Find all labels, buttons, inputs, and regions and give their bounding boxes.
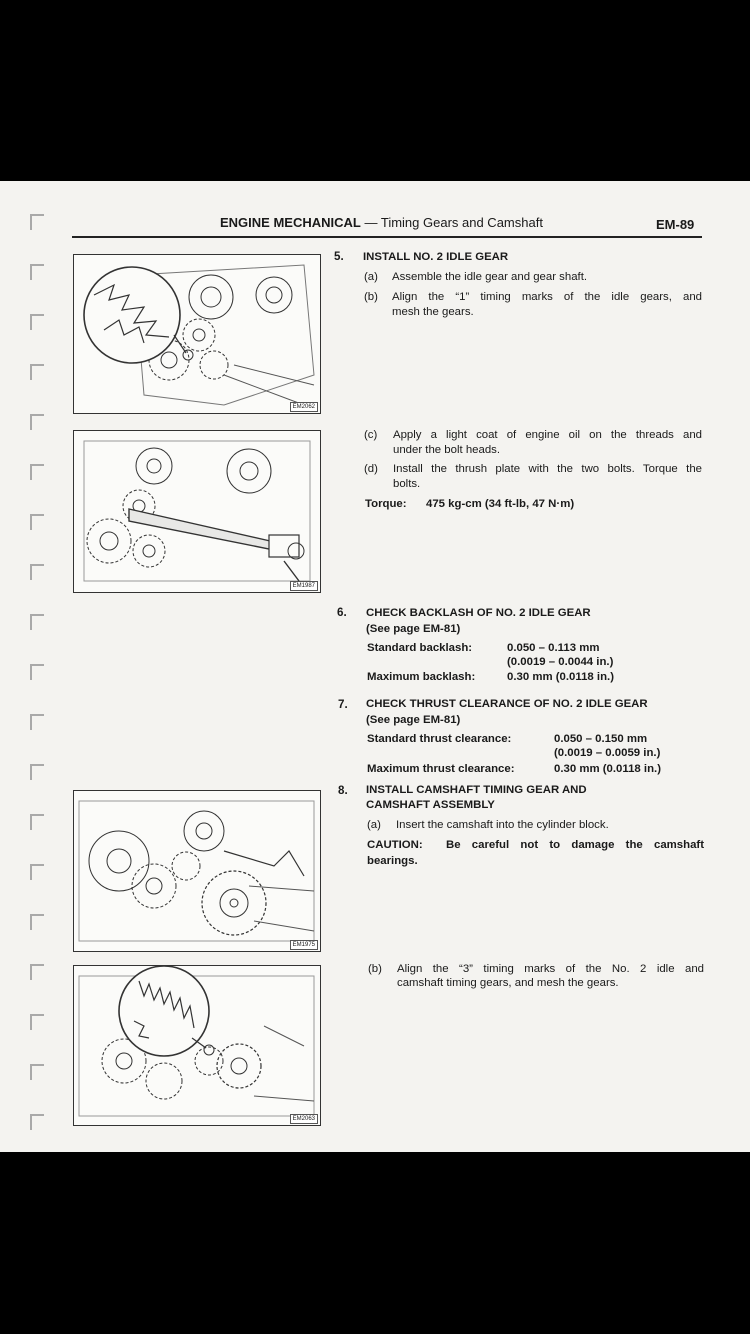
binder-mark — [30, 464, 44, 480]
figure-camshaft-insert — [73, 790, 321, 952]
timing-mark-icon — [74, 966, 320, 1125]
binder-mark — [30, 214, 44, 230]
step-6-ref: (See page EM-81) — [366, 623, 461, 635]
binder-mark — [30, 814, 44, 830]
binder-mark — [30, 1064, 44, 1080]
step-8a-label: (a) — [367, 819, 381, 831]
std-backlash-value: 0.050 – 0.113 mm — [507, 642, 600, 654]
step-5b-label: (b) — [364, 291, 378, 303]
step-7-ref: (See page EM-81) — [366, 714, 461, 726]
binder-mark — [30, 1114, 44, 1130]
step-5-number: 5. — [334, 250, 344, 263]
caution-text-cont: bearings. — [367, 855, 418, 867]
max-backlash-label: Maximum backlash: — [367, 671, 476, 683]
step-8b-text-cont: camshaft timing gears, and mesh the gears. — [397, 977, 619, 989]
std-thrust-value: 0.050 – 0.150 mm — [554, 733, 648, 745]
binder-mark — [30, 414, 44, 430]
section-title: ENGINE MECHANICAL — [220, 215, 361, 230]
torque-label: Torque: — [365, 498, 407, 510]
step-8-number: 8. — [338, 784, 348, 797]
figure-code: EM2063 — [290, 1114, 318, 1124]
std-backlash-value-in: (0.0019 – 0.0044 in.) — [507, 656, 614, 668]
section-subtitle: Timing Gears and Camshaft — [380, 215, 543, 230]
step-5-title: INSTALL NO. 2 IDLE GEAR — [363, 251, 509, 263]
step-6-title: CHECK BACKLASH OF NO. 2 IDLE GEAR — [366, 607, 591, 619]
gear-closeup-icon — [74, 255, 320, 413]
step-5c-text-cont: under the bolt heads. — [393, 444, 501, 456]
caution-label: CAUTION: — [367, 839, 423, 851]
binder-mark — [30, 714, 44, 730]
binder-mark — [30, 964, 44, 980]
max-backlash-value: 0.30 mm (0.0118 in.) — [507, 671, 615, 683]
binder-mark — [30, 764, 44, 780]
binder-mark — [30, 264, 44, 280]
caution-text: Be careful not to damage the camshaft — [446, 839, 704, 851]
torque-wrench-icon — [74, 431, 320, 592]
figure-code: EM1987 — [290, 581, 318, 591]
manual-page — [0, 181, 750, 1152]
binder-mark — [30, 664, 44, 680]
camshaft-install-icon — [74, 791, 320, 951]
binder-mark — [30, 364, 44, 380]
binder-mark — [30, 314, 44, 330]
step-6-number: 6. — [337, 606, 347, 619]
step-5a-label: (a) — [364, 271, 378, 283]
std-thrust-label: Standard thrust clearance: — [367, 733, 512, 745]
step-7-number: 7. — [338, 698, 348, 711]
binder-mark — [30, 564, 44, 580]
step-8b-text: Align the “3” timing marks of the No. 2 idle and — [397, 963, 704, 975]
binder-mark — [30, 514, 44, 530]
figure-code: EM2062 — [290, 402, 318, 412]
std-thrust-value-in: (0.0019 – 0.0059 in.) — [554, 747, 661, 759]
step-5a-text: Assemble the idle gear and gear shaft. — [392, 271, 588, 283]
figure-code: EM1975 — [290, 940, 318, 950]
step-8-title-cont: CAMSHAFT ASSEMBLY — [366, 799, 495, 811]
torque-value: 475 kg-cm (34 ft-lb, 47 N·m) — [426, 498, 575, 510]
header-dash: — — [364, 215, 378, 230]
binder-mark — [30, 914, 44, 930]
binder-mark — [30, 1014, 44, 1030]
step-5b-text: Align the “1” timing marks of the idle gears, and — [392, 291, 702, 303]
step-5d-text-cont: bolts. — [393, 478, 421, 490]
max-thrust-value: 0.30 mm (0.0118 in.) — [554, 763, 662, 775]
std-backlash-label: Standard backlash: — [367, 642, 473, 654]
page-number: EM-89 — [656, 217, 695, 232]
step-8a-text: Insert the camshaft into the cylinder block. — [396, 819, 609, 831]
max-thrust-label: Maximum thrust clearance: — [367, 763, 515, 775]
step-5c-label: (c) — [364, 429, 378, 441]
figure-torque-bolts — [73, 430, 321, 593]
step-8-title: INSTALL CAMSHAFT TIMING GEAR AND — [366, 784, 587, 796]
figure-timing-marks — [73, 965, 321, 1126]
step-7-title: CHECK THRUST CLEARANCE OF NO. 2 IDLE GEAR — [366, 698, 648, 710]
step-8b-label: (b) — [368, 963, 382, 975]
figure-idle-gear — [73, 254, 321, 414]
binder-mark — [30, 614, 44, 630]
page-header — [220, 215, 543, 230]
header-rule — [72, 236, 702, 238]
binder-mark — [30, 864, 44, 880]
step-5b-text-cont: mesh the gears. — [392, 306, 474, 318]
step-5c-text: Apply a light coat of engine oil on the threads and — [393, 429, 702, 441]
step-5d-text: Install the thrush plate with the two bolts. Torque the — [393, 463, 702, 475]
step-5d-label: (d) — [364, 463, 378, 475]
